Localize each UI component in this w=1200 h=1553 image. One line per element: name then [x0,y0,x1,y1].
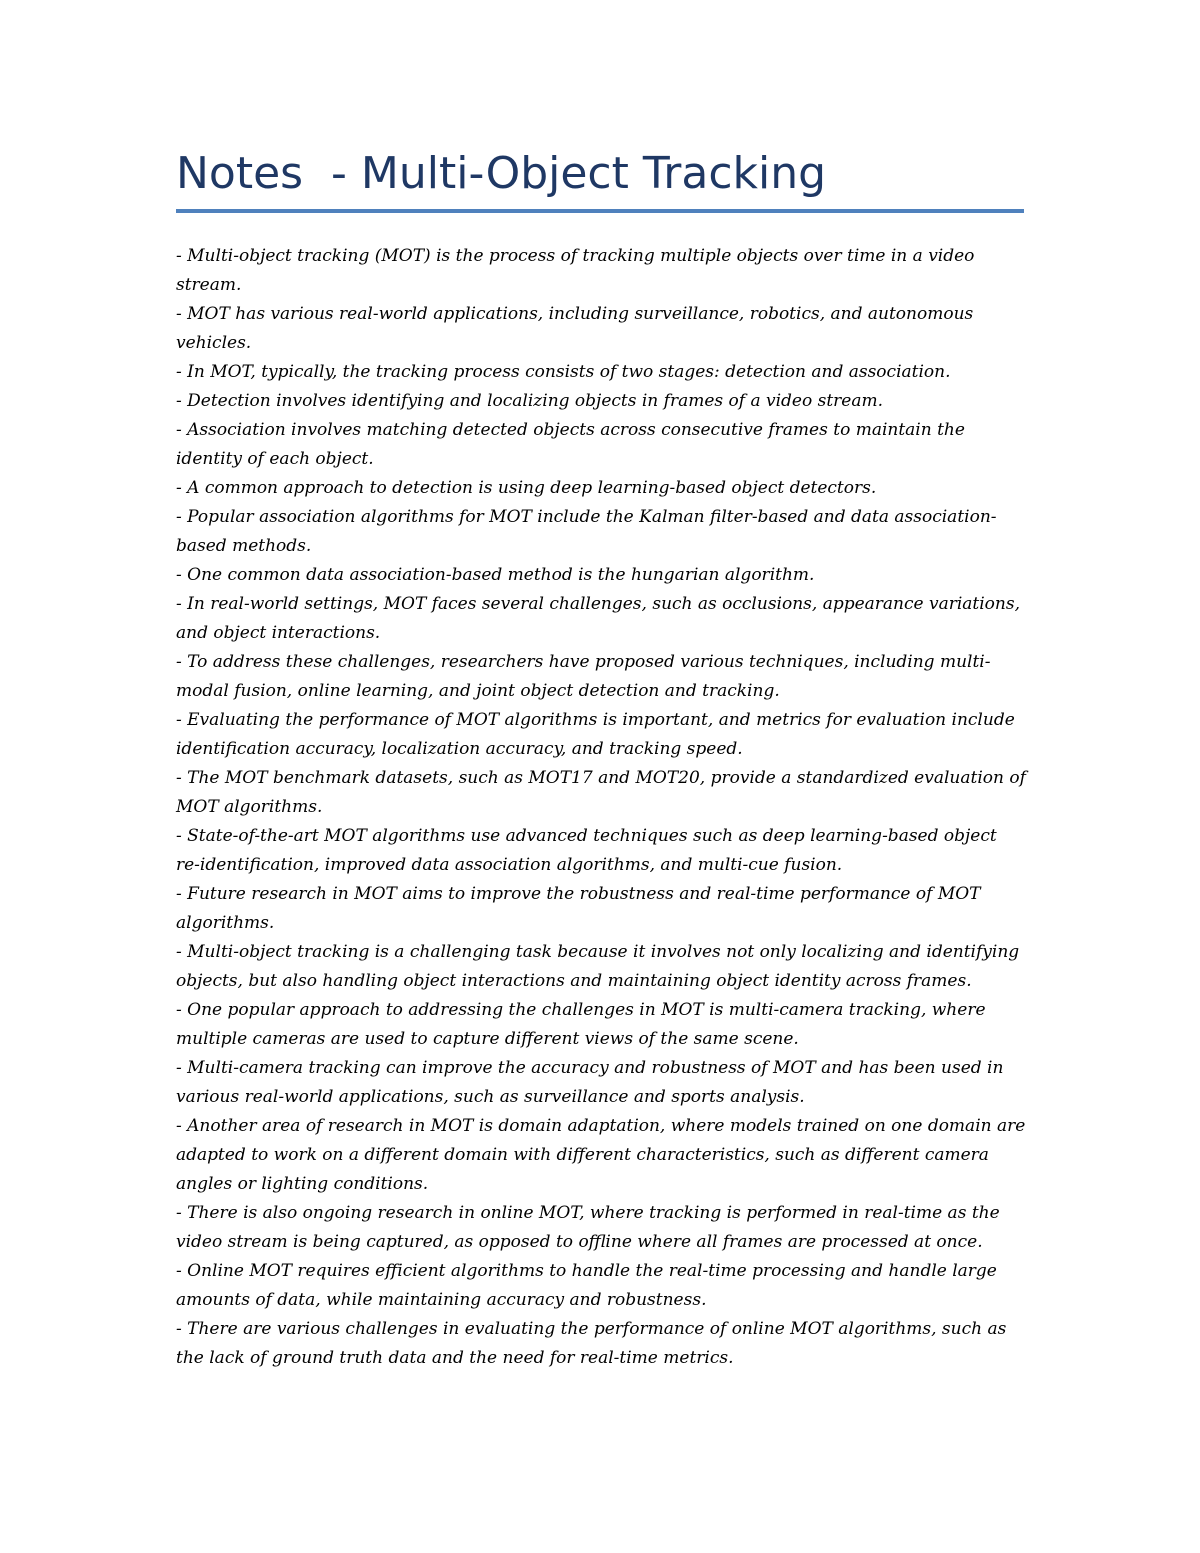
note-item: - In real-world settings, MOT faces several challenges, such as occlusions, appearance variations, and object interactions. [176,594,1020,643]
page-title: Notes - Multi-Object Tracking [176,148,827,199]
note-item: - The MOT benchmark datasets, such as MOT17 and MOT20, provide a standardized evaluation of MOT algorithms. [176,768,1026,817]
note-item: - One popular approach to addressing the challenges in MOT is multi-camera tracking, where multiple cameras are used to capture different views of the same scene. [176,1000,986,1049]
note-item: - MOT has various real-world applications, including surveillance, robotics, and autonomous vehicles. [176,304,974,353]
note-item: - State-of-the-art MOT algorithms use advanced techniques such as deep learning-based object re-identification, improved data association algorithms, and multi-cue fusion. [176,826,997,875]
note-item: - Evaluating the performance of MOT algorithms is important, and metrics for evaluation include identification accuracy, localization accuracy, and tracking speed. [176,710,1015,759]
note-item: - Multi-camera tracking can improve the accuracy and robustness of MOT and has been used in various real-world applications, such as surveillance and sports analysis. [176,1058,1004,1107]
note-item: - In MOT, typically, the tracking process consists of two stages: detection and association. [176,362,951,382]
note-item: - There is also ongoing research in online MOT, where tracking is performed in real-time as the video stream is being captured, as opposed to offline where all frames are processed at once. [176,1203,1000,1252]
note-item: - A common approach to detection is using deep learning-based object detectors. [176,478,877,498]
note-item: - Association involves matching detected objects across consecutive frames to maintain the identity of each object. [176,420,965,469]
note-item: - Multi-object tracking is a challenging task because it involves not only localizing and identifying objects, but also handling object interactions and maintaining object identity across frames. [176,942,1020,991]
note-item: - Online MOT requires efficient algorithms to handle the real-time processing and handle large amounts of data, while maintaining accuracy and robustness. [176,1261,997,1310]
note-item: - Future research in MOT aims to improve the robustness and real-time performance of MOT algorithms. [176,884,981,933]
note-item: - Detection involves identifying and localizing objects in frames of a video stream. [176,391,884,411]
note-item: - There are various challenges in evaluating the performance of online MOT algorithms, such as the lack of ground truth data and the need for real-time metrics. [176,1319,1007,1368]
notes-list [176,242,1026,1373]
note-item: - Multi-object tracking (MOT) is the process of tracking multiple objects over time in a video stream. [176,246,975,295]
note-item: - Popular association algorithms for MOT include the Kalman filter-based and data association-based methods. [176,507,997,556]
title-underline-divider [176,209,1024,213]
note-item: - To address these challenges, researchers have proposed various techniques, including multi-modal fusion, online learning, and joint object detection and tracking. [176,652,991,701]
note-item: - Another area of research in MOT is domain adaptation, where models trained on one domain are adapted to work on a different domain with different characteristics, such as different camera angles or lighting conditions. [176,1116,1026,1194]
note-item: - One common data association-based method is the hungarian algorithm. [176,565,815,585]
